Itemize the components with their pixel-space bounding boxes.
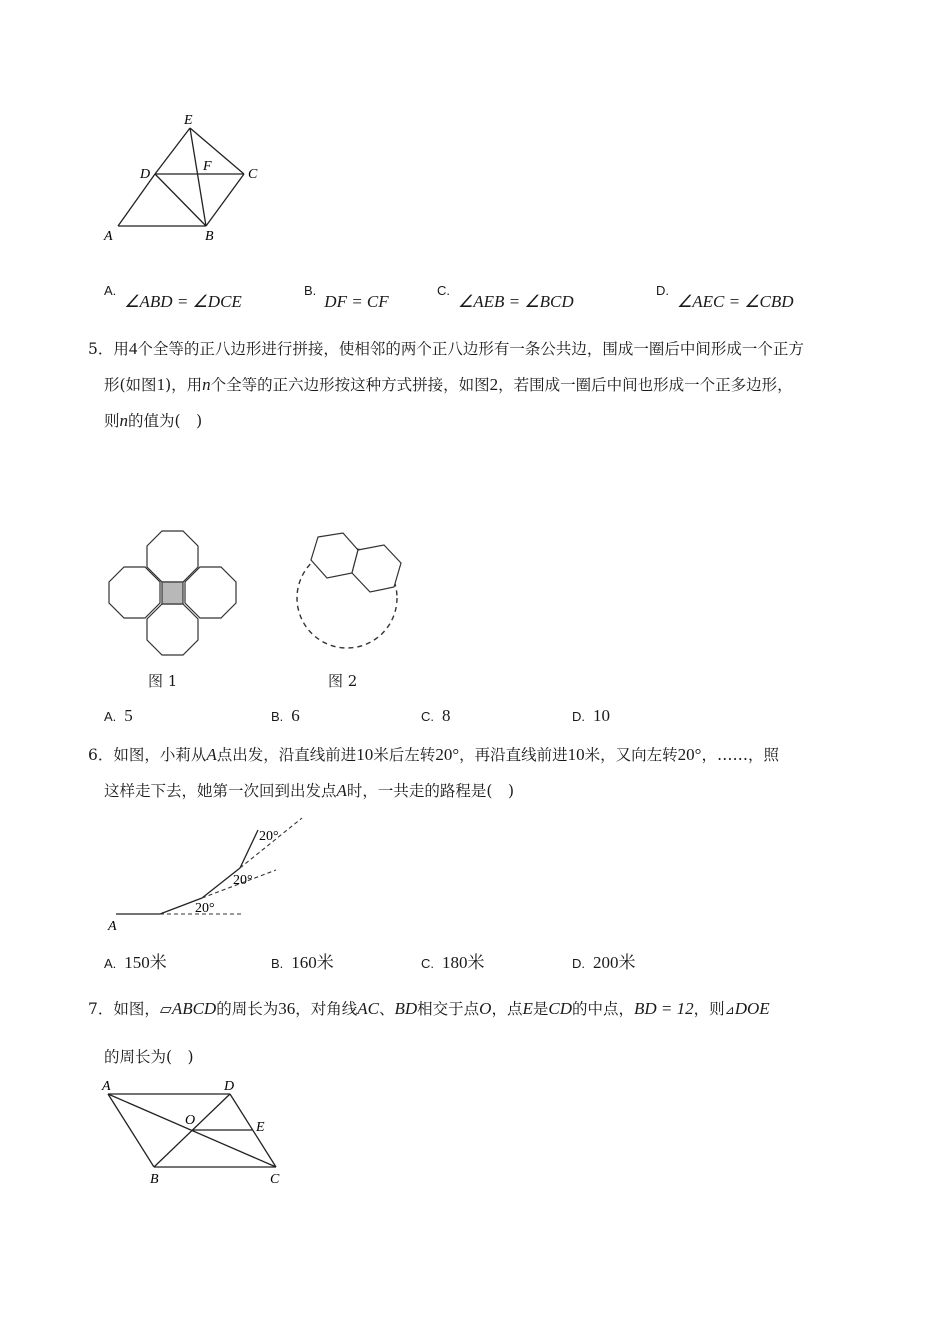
- q5-text: 则: [104, 412, 120, 430]
- option-text: 5: [124, 706, 133, 725]
- q7-label-c: C: [270, 1172, 280, 1187]
- option-text: ∠AEB = ∠BCD: [458, 292, 574, 311]
- q5-fig-ref: 2: [489, 375, 499, 394]
- q6-text: 米，又向左转: [584, 746, 678, 764]
- option-label: B.: [271, 709, 284, 724]
- q5-option-b[interactable]: [271, 706, 300, 726]
- q5-option-c[interactable]: [421, 706, 451, 726]
- q4-option-c[interactable]: [437, 283, 574, 311]
- q7-label-e: E: [256, 1120, 265, 1135]
- q7-shape: DOE: [734, 999, 770, 1018]
- q6-option-c[interactable]: [421, 948, 485, 973]
- q6-angle: 20°: [435, 745, 460, 764]
- q6-option-b[interactable]: [271, 948, 334, 973]
- q6-option-d[interactable]: [572, 948, 636, 973]
- q6-option-a[interactable]: [104, 948, 167, 973]
- q7-text: 的周长为( ): [104, 1048, 194, 1066]
- option-label: B.: [271, 956, 284, 971]
- q7-label-a: A: [102, 1079, 111, 1094]
- q4-figure: [100, 110, 270, 250]
- option-label: D.: [656, 283, 669, 298]
- q6-text: 米后左转: [373, 746, 436, 764]
- q6-text: 如图，小莉从: [113, 746, 207, 764]
- q5-line-1: [88, 332, 804, 366]
- q7-line-2: [104, 1040, 194, 1074]
- q4-option-a[interactable]: [104, 283, 242, 311]
- q5-option-a[interactable]: [104, 706, 133, 726]
- q5-text: 个全等的正八边形进行拼接，使相邻的两个正八边形有一条公共边，围成一圈后中间形成一个正方: [137, 340, 804, 358]
- q5-fig-ref: 1: [156, 375, 166, 394]
- option-text: 200米: [593, 953, 636, 972]
- parallelogram-icon: ▱: [159, 1000, 172, 1018]
- q5-fig1-caption: 图 1: [148, 672, 178, 690]
- option-text: 10: [593, 706, 610, 725]
- q5-figure-1: [104, 526, 244, 666]
- q7-point: O: [479, 999, 492, 1018]
- q7-text: ，则: [693, 1000, 725, 1018]
- q7-text: ，对角线: [295, 1000, 358, 1018]
- q4-option-b[interactable]: [304, 283, 389, 311]
- option-label: A.: [104, 956, 117, 971]
- q5-text: 形(如图: [104, 376, 157, 394]
- q5-number: 5．: [88, 340, 114, 358]
- q5-text: 用: [113, 340, 129, 358]
- q5-count: 4: [128, 339, 138, 358]
- q4-label-c: C: [248, 167, 258, 182]
- q7-line-1: [88, 992, 770, 1027]
- q6-text: 时，一共走的路程是( ): [346, 782, 515, 800]
- q7-text: 的周长为: [216, 1000, 279, 1018]
- option-label: C.: [421, 709, 434, 724]
- q4-label-d: D: [140, 167, 151, 182]
- option-label: B.: [304, 283, 317, 298]
- option-text: ∠AEC = ∠CBD: [677, 292, 794, 311]
- q6-number: 6．: [88, 746, 114, 764]
- q7-text: ，点: [491, 1000, 523, 1018]
- q6-text: 这样走下去，她第一次回到出发点: [104, 782, 337, 800]
- q6-text: 点出发，沿直线前进: [216, 746, 357, 764]
- option-label: A.: [104, 283, 117, 298]
- q6-distance: 10: [356, 745, 374, 764]
- q6-angle-label-2: 20°: [233, 873, 253, 888]
- q6-label-a: A: [108, 919, 117, 934]
- q5-variable: n: [202, 375, 211, 394]
- option-text: 180米: [442, 953, 485, 972]
- option-label: A.: [104, 709, 117, 724]
- q7-segment: AC: [357, 999, 379, 1018]
- q5-variable: n: [119, 411, 129, 430]
- q6-figure: [104, 812, 304, 932]
- triangle-icon: ⊿: [724, 1003, 735, 1017]
- option-text: DF = CF: [324, 292, 389, 311]
- q7-segment: CD: [548, 999, 572, 1018]
- q5-line-2: [104, 368, 793, 402]
- q7-perimeter: 36: [278, 999, 296, 1018]
- q6-distance: 10: [567, 745, 585, 764]
- q7-label-d: D: [224, 1079, 235, 1094]
- option-label: D.: [572, 709, 585, 724]
- q4-label-a: A: [104, 229, 113, 244]
- q4-label-e: E: [184, 113, 193, 128]
- q6-angle-label-3: 20°: [259, 829, 279, 844]
- q7-point: E: [522, 999, 533, 1018]
- q5-figure-2: [292, 526, 412, 666]
- q6-text: ，……，照: [701, 746, 779, 764]
- q7-text: 是: [532, 1000, 549, 1018]
- option-text: 6: [291, 706, 300, 725]
- q5-line-3: [104, 404, 202, 438]
- option-label: C.: [421, 956, 434, 971]
- q7-number: 7．: [88, 1000, 114, 1018]
- q7-text: 相交于点: [417, 1000, 480, 1018]
- option-label: D.: [572, 956, 585, 971]
- q7-figure: [100, 1076, 290, 1186]
- option-text: ∠ABD = ∠DCE: [124, 292, 242, 311]
- q6-point: A: [336, 781, 347, 800]
- q7-text: 的中点，: [572, 1000, 635, 1018]
- option-label: C.: [437, 283, 450, 298]
- option-text: 150米: [124, 953, 167, 972]
- q6-point: A: [206, 745, 217, 764]
- q6-angle: 20°: [677, 745, 702, 764]
- q7-text: 、: [378, 1000, 395, 1018]
- q5-text: 的值为( ): [128, 412, 203, 430]
- q6-angle-label-1: 20°: [195, 901, 215, 916]
- q4-label-f: F: [203, 159, 212, 174]
- q5-text: ，若围成一圈后中间也形成一个正多边形，: [498, 376, 793, 394]
- q5-fig2-caption: 图 2: [328, 672, 358, 690]
- q4-option-d[interactable]: [656, 283, 794, 311]
- q7-label-b: B: [150, 1172, 159, 1187]
- q5-text: 个全等的正六边形按这种方式拼接，如图: [210, 376, 490, 394]
- q6-line-1: [88, 738, 779, 772]
- q7-equation: BD = 12: [634, 999, 694, 1018]
- q6-line-2: [104, 774, 514, 808]
- option-text: 160米: [291, 953, 334, 972]
- q5-text: )，用: [165, 376, 203, 394]
- q7-text: 如图，: [113, 1000, 160, 1018]
- q7-label-o: O: [185, 1113, 196, 1128]
- q7-shape: ABCD: [171, 999, 217, 1018]
- option-text: 8: [442, 706, 451, 725]
- q6-text: ，再沿直线前进: [459, 746, 568, 764]
- q5-option-d[interactable]: [572, 706, 610, 726]
- q7-segment: BD: [394, 999, 418, 1018]
- q4-label-b: B: [205, 229, 214, 244]
